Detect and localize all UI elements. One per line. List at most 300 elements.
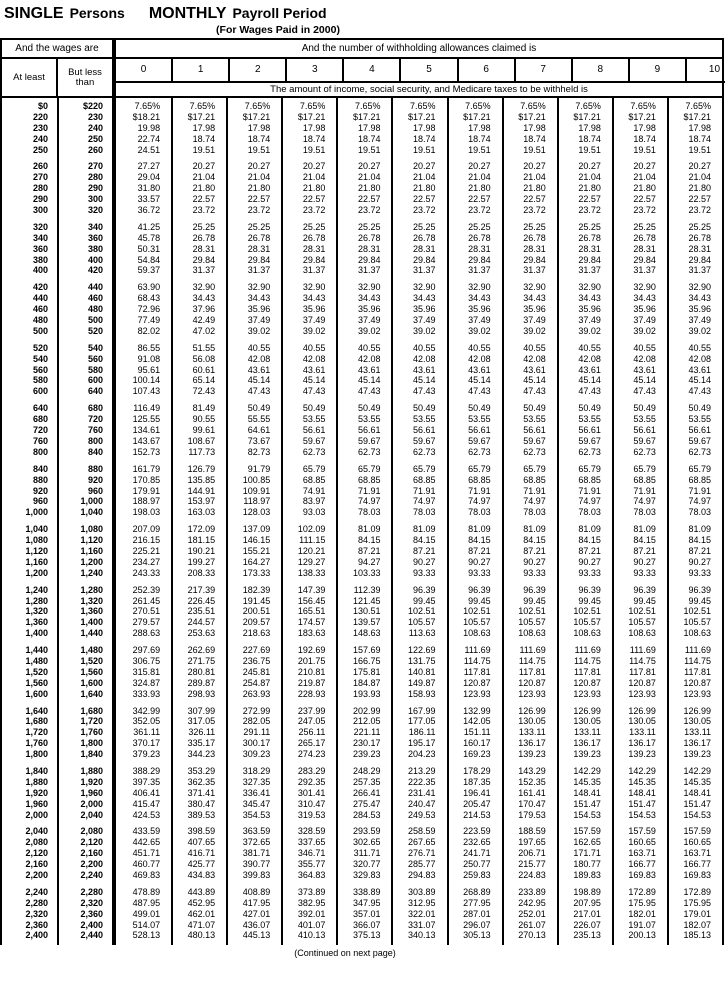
wage-but-less-than: 500	[57, 315, 112, 326]
tax-withheld-value: 415.47	[112, 799, 171, 810]
tax-withheld-value: 35.96	[667, 304, 722, 315]
wage-but-less-than: 960	[57, 486, 112, 497]
tax-withheld-value: 74.97	[557, 496, 612, 507]
tax-withheld-value: 42.08	[226, 354, 281, 365]
tax-withheld-value: 157.69	[336, 645, 391, 656]
table-row	[2, 304, 722, 315]
tax-withheld-value: 186.11	[391, 727, 446, 738]
wage-at-least: 440	[32, 293, 48, 304]
tax-withheld-value: 40.55	[336, 343, 391, 354]
tax-withheld-value: 26.78	[391, 233, 446, 244]
tax-withheld-value: 335.17	[171, 738, 226, 749]
tax-withheld-value: 82.73	[226, 447, 281, 458]
tax-withheld-value: 329.83	[336, 870, 391, 881]
table-row	[2, 507, 722, 518]
tax-withheld-value: 21.80	[226, 183, 281, 194]
tax-withheld-value: 105.57	[391, 617, 446, 628]
tax-withheld-value: $18.21	[112, 112, 171, 123]
table-row	[2, 706, 722, 717]
table-row	[2, 343, 722, 354]
tax-withheld-value: 19.51	[226, 145, 281, 156]
table-row	[2, 386, 722, 397]
tax-withheld-value: 29.84	[557, 255, 612, 266]
tax-withheld-value: 22.57	[171, 194, 226, 205]
tax-withheld-value: 137.09	[226, 524, 281, 535]
tax-withheld-value: 123.93	[447, 689, 502, 700]
tax-withheld-value: 326.11	[171, 727, 226, 738]
tax-withheld-value: 390.77	[226, 859, 281, 870]
tax-withheld-value: 291.11	[226, 727, 281, 738]
tax-withheld-value: 102.09	[281, 524, 336, 535]
tax-withheld-value: 312.95	[391, 898, 446, 909]
tax-withheld-value: 90.27	[391, 557, 446, 568]
tax-withheld-value: 320.77	[336, 859, 391, 870]
tax-withheld-value: 163.03	[171, 507, 226, 518]
tax-withheld-value: 42.08	[336, 354, 391, 365]
tax-withheld-value: 20.27	[557, 161, 612, 172]
wage-but-less-than: 520	[57, 326, 112, 337]
tax-withheld-value: 208.33	[171, 568, 226, 579]
tax-withheld-value: 139.23	[612, 749, 667, 760]
tax-withheld-value: 147.39	[281, 585, 336, 596]
wage-but-less-than: 240	[57, 123, 112, 134]
wage-but-less-than: 1,000	[57, 496, 112, 507]
wage-at-least: 400	[32, 265, 48, 276]
tax-withheld-value: 151.47	[667, 799, 722, 810]
tax-withheld-value: 175.95	[612, 898, 667, 909]
tax-withheld-value: 162.65	[557, 837, 612, 848]
tax-withheld-value: 140.81	[391, 667, 446, 678]
wage-but-less-than: 300	[57, 194, 112, 205]
wage-at-least: 340	[32, 232, 48, 243]
tax-withheld-value: 42.08	[447, 354, 502, 365]
tax-withheld-value: 125.55	[112, 414, 171, 425]
tax-withheld-value: 39.02	[391, 326, 446, 337]
tax-withheld-value: 23.72	[557, 205, 612, 216]
tax-withheld-value: 199.27	[171, 557, 226, 568]
tax-withheld-value: 114.75	[612, 656, 667, 667]
tax-withheld-value: 217.01	[557, 909, 612, 920]
tax-withheld-value: 32.90	[667, 282, 722, 293]
wage-but-less-than: 1,080	[57, 524, 112, 535]
tax-withheld-value: 90.27	[557, 557, 612, 568]
tax-withheld-value: 436.07	[226, 920, 281, 931]
tax-withheld-value: 28.31	[557, 244, 612, 255]
tax-withheld-value: 499.01	[112, 909, 171, 920]
tax-withheld-value: 102.51	[447, 606, 502, 617]
tax-withheld-value: 105.57	[502, 617, 557, 628]
wage-at-least: 520	[32, 342, 48, 353]
tax-withheld-value: 366.07	[336, 920, 391, 931]
tax-withheld-value: 96.39	[502, 585, 557, 596]
tax-withheld-value: 123.93	[612, 689, 667, 700]
tax-withheld-value: 201.75	[281, 656, 336, 667]
tax-withheld-value: 93.03	[281, 507, 336, 518]
wage-at-least: 720	[32, 425, 48, 436]
tax-withheld-value: 90.27	[667, 557, 722, 568]
tax-withheld-value: 68.85	[281, 475, 336, 486]
tax-withheld-value: 166.77	[612, 859, 667, 870]
tax-withheld-value: 21.80	[447, 183, 502, 194]
wage-at-least: 1,720	[25, 727, 48, 738]
tax-withheld-value: 78.03	[336, 507, 391, 518]
tax-withheld-value: 34.43	[226, 293, 281, 304]
tax-withheld-value: 21.80	[557, 183, 612, 194]
table-row	[2, 403, 722, 414]
wage-at-least: 1,800	[25, 749, 48, 760]
tax-withheld-value: 221.11	[336, 727, 391, 738]
tax-withheld-value: 33.57	[112, 194, 171, 205]
tax-withheld-value: 50.49	[226, 403, 281, 414]
tax-withheld-value: 41.25	[112, 222, 171, 233]
tax-withheld-value: 362.35	[171, 777, 226, 788]
tax-withheld-value: 182.01	[612, 909, 667, 920]
tax-withheld-value: 21.80	[171, 183, 226, 194]
tax-withheld-value: 294.83	[391, 870, 446, 881]
tax-withheld-value: 191.07	[612, 920, 667, 931]
tax-withheld-value: 182.07	[667, 920, 722, 931]
wage-at-least: 1,760	[25, 738, 48, 749]
tax-withheld-value: 184.87	[336, 678, 391, 689]
tax-withheld-value: 205.47	[447, 799, 502, 810]
tax-withheld-value: 68.43	[112, 293, 171, 304]
tax-withheld-value: 81.09	[667, 524, 722, 535]
tax-withheld-value: 111.69	[557, 645, 612, 656]
tax-withheld-value: 17.98	[502, 123, 557, 134]
tax-withheld-value: 126.99	[667, 706, 722, 717]
tax-withheld-value: 25.25	[391, 222, 446, 233]
tax-withheld-value: 143.67	[112, 436, 171, 447]
tax-withheld-value: 93.33	[502, 568, 557, 579]
tax-withheld-value: 149.87	[391, 678, 446, 689]
tax-withheld-value: 18.74	[281, 134, 336, 145]
tax-withheld-value: 99.45	[447, 596, 502, 607]
tax-withheld-value: 152.73	[112, 447, 171, 458]
tax-withheld-value: 34.43	[612, 293, 667, 304]
tax-withheld-value: 136.17	[557, 738, 612, 749]
wage-but-less-than: 1,600	[57, 678, 112, 689]
allowance-header-1: 1	[171, 59, 228, 81]
tax-withheld-value: 382.95	[281, 898, 336, 909]
tax-withheld-value: 117.81	[612, 667, 667, 678]
table-row	[2, 920, 722, 931]
tax-withheld-value: $17.21	[336, 112, 391, 123]
table-row	[2, 678, 722, 689]
wage-at-least: 560	[32, 364, 48, 375]
title-persons: Persons	[69, 5, 125, 21]
tax-withheld-value: 47.43	[226, 386, 281, 397]
tax-withheld-value: 21.80	[281, 183, 336, 194]
tax-withheld-value: 28.31	[667, 244, 722, 255]
wage-but-less-than: 2,320	[57, 898, 112, 909]
tax-withheld-value: 123.93	[557, 689, 612, 700]
tax-withheld-value: 59.67	[447, 436, 502, 447]
table-row	[2, 145, 722, 156]
tax-withheld-value: 120.87	[612, 678, 667, 689]
tax-withheld-value: 132.99	[447, 706, 502, 717]
wage-but-less-than: 540	[57, 343, 112, 354]
tax-withheld-value: 146.15	[226, 535, 281, 546]
tax-withheld-value: 108.63	[667, 628, 722, 639]
wage-at-least: 1,040	[25, 524, 48, 535]
tax-withheld-value: 17.98	[336, 123, 391, 134]
tax-withheld-value: 128.03	[226, 507, 281, 518]
tax-withheld-value: 193.93	[336, 689, 391, 700]
wage-at-least: 360	[32, 243, 48, 254]
tax-withheld-value: 192.69	[281, 645, 336, 656]
tax-withheld-value: 53.55	[281, 414, 336, 425]
tax-withheld-value: 218.63	[226, 628, 281, 639]
tax-withheld-value: 56.61	[502, 425, 557, 436]
tax-withheld-value: 20.27	[171, 161, 226, 172]
tax-withheld-value: 23.72	[336, 205, 391, 216]
wage-at-least: 960	[32, 496, 48, 507]
tax-withheld-value: 45.14	[226, 375, 281, 386]
tax-withheld-value: 37.49	[557, 315, 612, 326]
tax-withheld-value: 392.01	[281, 909, 336, 920]
tax-withheld-value: 84.15	[336, 535, 391, 546]
tax-withheld-value: 34.43	[336, 293, 391, 304]
tax-withheld-value: 26.78	[612, 233, 667, 244]
tax-withheld-value: 71.91	[391, 486, 446, 497]
table-row	[2, 859, 722, 870]
allowance-header-4: 4	[342, 59, 399, 81]
table-row	[2, 909, 722, 920]
table-row	[2, 848, 722, 859]
table-row	[2, 425, 722, 436]
tax-withheld-value: 346.71	[281, 848, 336, 859]
tax-withheld-value: 20.27	[667, 161, 722, 172]
tax-withheld-value: 222.35	[391, 777, 446, 788]
tax-withheld-value: 226.45	[171, 596, 226, 607]
tax-withheld-value: 53.55	[612, 414, 667, 425]
tax-withheld-value: 45.14	[502, 375, 557, 386]
table-row	[2, 930, 722, 941]
tax-withheld-value: 178.29	[447, 766, 502, 777]
tax-withheld-value: 143.29	[502, 766, 557, 777]
tax-withheld-value: 42.08	[667, 354, 722, 365]
tax-withheld-value: 333.93	[112, 689, 171, 700]
tax-withheld-value: 53.55	[557, 414, 612, 425]
tax-withheld-value: 114.75	[667, 656, 722, 667]
tax-withheld-value: 40.55	[447, 343, 502, 354]
tax-withheld-value: 87.21	[391, 546, 446, 557]
tax-withheld-value: 7.65%	[112, 101, 171, 112]
wages-are-label: And the wages are	[15, 43, 99, 54]
wage-at-least: 2,360	[25, 919, 48, 930]
allowance-header-0: 0	[140, 64, 147, 75]
tax-withheld-value: 227.69	[226, 645, 281, 656]
tax-withheld-value: 111.69	[667, 645, 722, 656]
tax-withheld-value: 355.77	[281, 859, 336, 870]
tax-withheld-value: 244.57	[171, 617, 226, 628]
table-row	[2, 375, 722, 386]
tax-withheld-value: 328.59	[281, 826, 336, 837]
tax-withheld-value: 204.23	[391, 749, 446, 760]
tax-withheld-value: 56.61	[336, 425, 391, 436]
wage-but-less-than: 1,800	[57, 738, 112, 749]
tax-withheld-value: 29.84	[391, 255, 446, 266]
tax-withheld-value: 7.65%	[667, 101, 722, 112]
tax-withheld-value: 45.14	[447, 375, 502, 386]
tax-withheld-value: 56.61	[447, 425, 502, 436]
tax-withheld-value: 84.15	[391, 535, 446, 546]
tax-withheld-value: 20.27	[281, 161, 336, 172]
tax-withheld-value: 148.63	[336, 628, 391, 639]
tax-withheld-value: 235.13	[557, 930, 612, 941]
tax-withheld-value: 165.51	[281, 606, 336, 617]
tax-withheld-value: 56.08	[171, 354, 226, 365]
tax-withheld-value: 21.80	[612, 183, 667, 194]
tax-withheld-value: 327.35	[226, 777, 281, 788]
tax-withheld-value: 19.98	[112, 123, 171, 134]
tax-withheld-value: 212.05	[336, 716, 391, 727]
tax-withheld-value: 145.35	[557, 777, 612, 788]
tax-withheld-value: 161.41	[502, 788, 557, 799]
tax-withheld-value: 19.51	[336, 145, 391, 156]
tax-withheld-value: 17.98	[447, 123, 502, 134]
tax-withheld-value: 151.47	[557, 799, 612, 810]
tax-withheld-value: 78.03	[667, 507, 722, 518]
tax-withheld-value: 34.43	[557, 293, 612, 304]
tax-withheld-value: 170.47	[502, 799, 557, 810]
tax-withheld-value: 74.97	[612, 496, 667, 507]
tax-withheld-value: 157.59	[667, 826, 722, 837]
tax-withheld-value: 399.83	[226, 870, 281, 881]
wage-at-least: 1,000	[25, 507, 48, 518]
tax-withheld-value: 370.17	[112, 738, 171, 749]
tax-withheld-value: 37.49	[447, 315, 502, 326]
allowance-header-2: 2	[228, 59, 285, 81]
tax-withheld-value: 322.01	[391, 909, 446, 920]
tax-withheld-value: 31.37	[447, 265, 502, 276]
tax-withheld-value: 102.51	[391, 606, 446, 617]
tax-withheld-value: 306.75	[112, 656, 171, 667]
tax-withheld-value: 43.61	[391, 365, 446, 376]
tax-withheld-value: 34.43	[667, 293, 722, 304]
tax-withheld-value: 71.91	[502, 486, 557, 497]
tax-withheld-value: 7.65%	[557, 101, 612, 112]
tax-withheld-value: 25.25	[171, 222, 226, 233]
tax-withheld-value: 32.90	[336, 282, 391, 293]
tax-withheld-value: 285.77	[391, 859, 446, 870]
tax-withheld-value: 87.21	[557, 546, 612, 557]
tax-withheld-value: 77.49	[112, 315, 171, 326]
wage-but-less-than: 320	[57, 205, 112, 216]
tax-withheld-value: 324.87	[112, 678, 171, 689]
tax-withheld-value: 105.57	[667, 617, 722, 628]
tax-withheld-value: 17.98	[171, 123, 226, 134]
tax-withheld-value: 19.51	[171, 145, 226, 156]
wage-at-least: 2,200	[25, 870, 48, 880]
tax-withheld-value: 7.65%	[336, 101, 391, 112]
tax-withheld-value: 37.49	[667, 315, 722, 326]
tax-withheld-value: 213.29	[391, 766, 446, 777]
tax-withheld-value: 172.89	[667, 887, 722, 898]
tax-withheld-value: 56.61	[281, 425, 336, 436]
header-row-1	[2, 40, 722, 59]
table-row	[2, 222, 722, 233]
tax-withheld-value: 187.35	[447, 777, 502, 788]
tax-withheld-value: 31.37	[667, 265, 722, 276]
wage-but-less-than: 1,560	[57, 667, 112, 678]
tax-withheld-value: 31.80	[112, 183, 171, 194]
table-row	[2, 161, 722, 172]
but-less-than-header: But less than	[56, 59, 112, 96]
tax-withheld-value: 136.17	[667, 738, 722, 749]
tax-withheld-value: 27.27	[112, 161, 171, 172]
wage-but-less-than: 800	[57, 436, 112, 447]
tax-withheld-value: 56.61	[391, 425, 446, 436]
tax-withheld-value: 154.53	[557, 810, 612, 821]
tax-withheld-value: 114.75	[447, 656, 502, 667]
tax-withheld-value: 84.15	[502, 535, 557, 546]
wage-but-less-than: 560	[57, 354, 112, 365]
tax-withheld-value: 45.14	[557, 375, 612, 386]
tax-withheld-value: 174.57	[281, 617, 336, 628]
tax-withheld-value: 188.97	[112, 496, 171, 507]
tax-withheld-value: 35.96	[336, 304, 391, 315]
tax-withheld-value: 185.13	[667, 930, 722, 941]
tax-withheld-value: 17.98	[391, 123, 446, 134]
tax-withheld-value: 42.08	[612, 354, 667, 365]
tax-withheld-value: 292.35	[281, 777, 336, 788]
tax-withheld-value: 17.98	[226, 123, 281, 134]
table-row	[2, 557, 722, 568]
tax-withheld-value: 166.75	[336, 656, 391, 667]
tax-withheld-value: 42.08	[557, 354, 612, 365]
tax-withheld-value: 42.08	[391, 354, 446, 365]
wage-at-least: 840	[32, 463, 48, 474]
wage-at-least: 540	[32, 353, 48, 364]
tax-withheld-value: 425.77	[171, 859, 226, 870]
tax-withheld-value: 336.41	[226, 788, 281, 799]
tax-withheld-value: 117.73	[171, 447, 226, 458]
tax-withheld-value: 214.53	[447, 810, 502, 821]
tax-withheld-value: 161.79	[112, 464, 171, 475]
tax-withheld-value: 219.87	[281, 678, 336, 689]
wage-but-less-than: 380	[57, 244, 112, 255]
tax-withheld-value: 22.74	[112, 134, 171, 145]
tax-withheld-value: 180.77	[557, 859, 612, 870]
tax-withheld-value: 235.51	[171, 606, 226, 617]
tax-withheld-value: 318.29	[226, 766, 281, 777]
table-row	[2, 496, 722, 507]
wage-at-least: 1,280	[25, 595, 48, 606]
tax-withheld-value: 410.13	[281, 930, 336, 941]
tax-withheld-value: 56.61	[667, 425, 722, 436]
tax-withheld-value: 248.29	[336, 766, 391, 777]
tax-withheld-value: 272.99	[226, 706, 281, 717]
tax-withheld-value: 158.93	[391, 689, 446, 700]
tax-withheld-value: 126.99	[557, 706, 612, 717]
tax-withheld-value: 31.37	[557, 265, 612, 276]
tax-withheld-value: 18.74	[171, 134, 226, 145]
tax-withheld-value: 117.81	[502, 667, 557, 678]
tax-withheld-value: 363.59	[226, 826, 281, 837]
tax-withheld-value: 111.69	[502, 645, 557, 656]
tax-withheld-value: 230.17	[336, 738, 391, 749]
tax-withheld-value: 256.11	[281, 727, 336, 738]
tax-withheld-value: 99.45	[557, 596, 612, 607]
tax-withheld-value: 271.75	[171, 656, 226, 667]
tax-withheld-value: 71.91	[667, 486, 722, 497]
wage-but-less-than: 1,160	[57, 546, 112, 557]
table-row	[2, 194, 722, 205]
wage-at-least: 1,640	[25, 705, 48, 716]
tax-withheld-value: 81.09	[336, 524, 391, 535]
table-row	[2, 788, 722, 799]
